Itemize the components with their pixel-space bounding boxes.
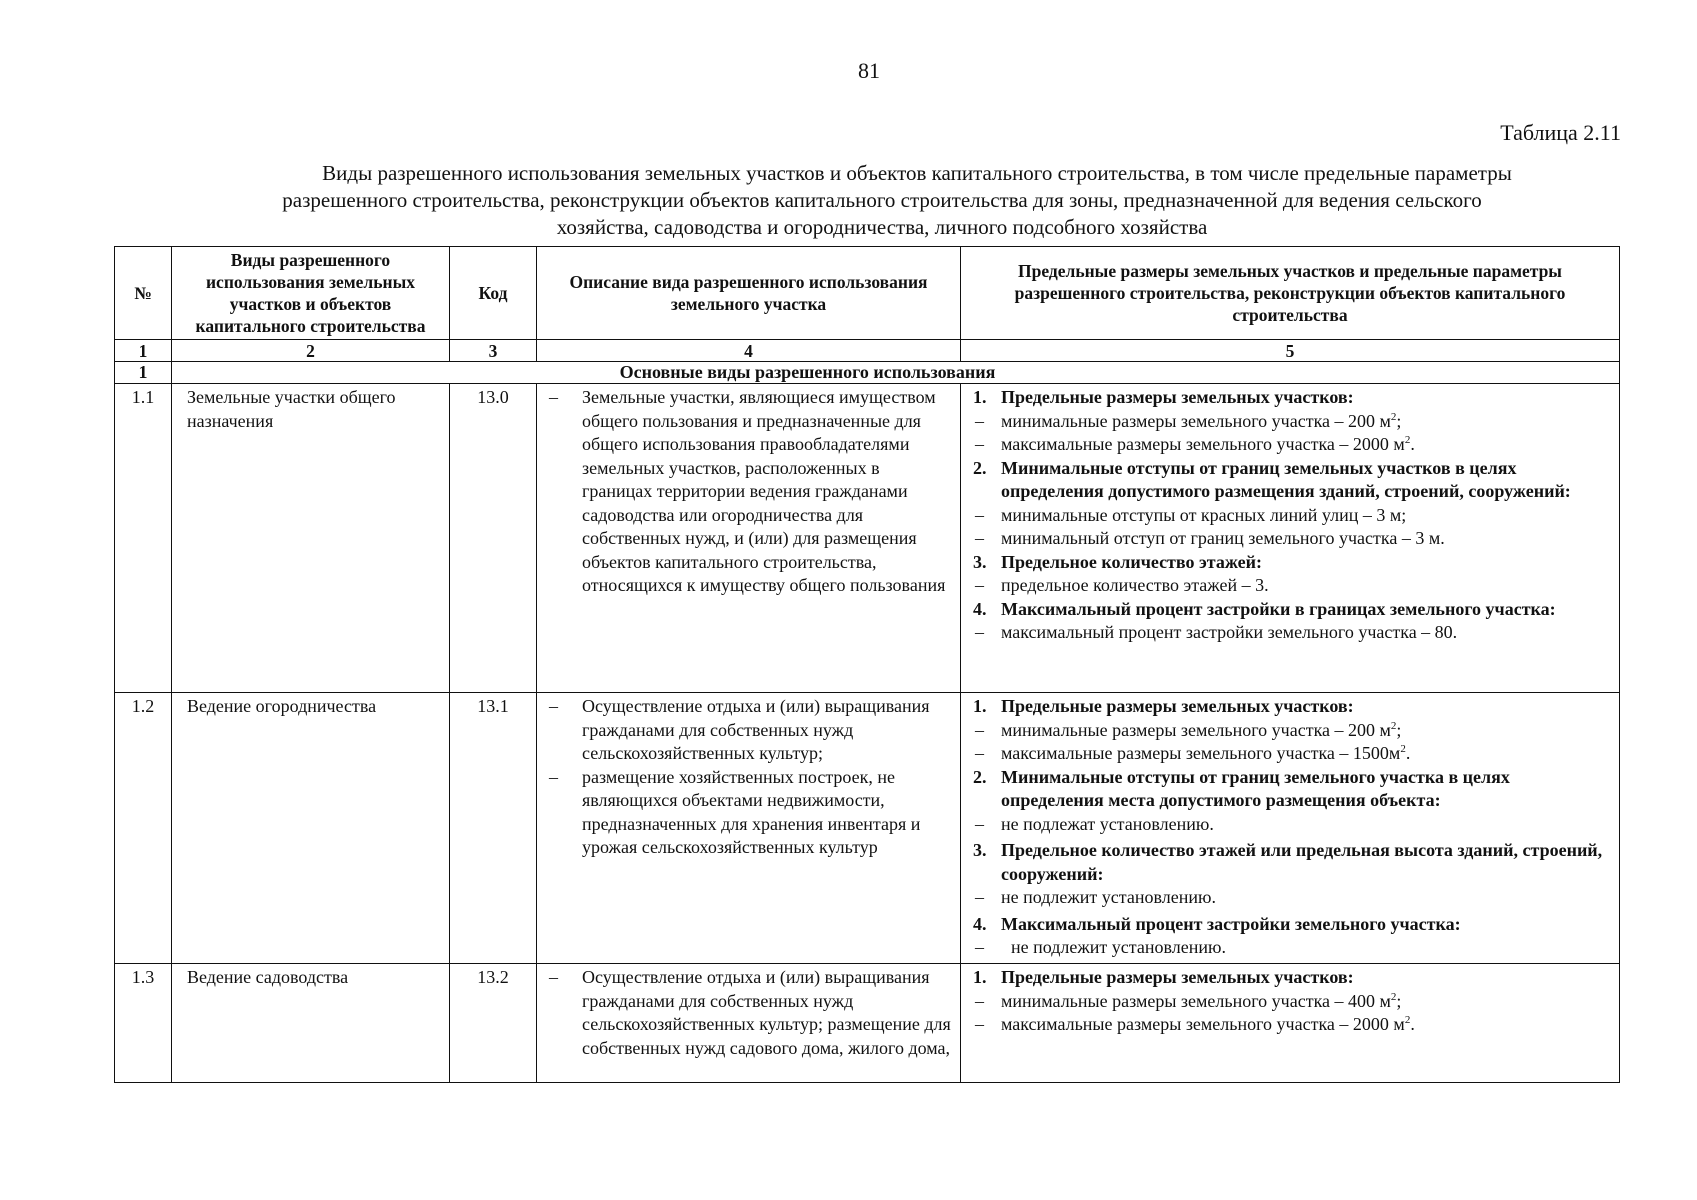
param-heading: 4. Максимальный процент застройки в границах земельного участка: bbox=[973, 598, 1556, 619]
row-use-type: Земельные участки общего назначения bbox=[172, 384, 450, 693]
row-code: 13.2 bbox=[450, 964, 537, 1083]
row-number: 1.2 bbox=[115, 693, 172, 964]
column-index: 4 bbox=[537, 340, 961, 362]
column-index: 5 bbox=[961, 340, 1620, 362]
land-use-table bbox=[114, 246, 1620, 1083]
description-item: – Земельные участки, являющиеся имуществом общего пользования и предназначенные для общего использования правообладателями земельных участков, расположенных в границах территории ведения гражданами садоводства или огородничества для собственных нужд, и (или) для размещения объектов капитального строительства, относящихся к имуществу общего пользования bbox=[549, 386, 952, 598]
param-item: – минимальные размеры земельного участка – 400 $м^2$; bbox=[973, 990, 1615, 1014]
section-number: 1 bbox=[115, 362, 172, 384]
row-use-type: Ведение садоводства bbox=[172, 964, 450, 1083]
param-item: – максимальные размеры земельного участка – $1500м^2$. bbox=[973, 742, 1615, 766]
header-parameters: Предельные размеры земельных участков и предельные параметры разрешенного строительства, реконструкции объектов капитального строительства bbox=[961, 247, 1620, 340]
table-header-row bbox=[115, 247, 1620, 340]
column-index: 2 bbox=[172, 340, 450, 362]
title-line: хозяйства, садоводства и огородничества, личного подсобного хозяйства bbox=[556, 215, 1208, 239]
param-item: – максимальные размеры земельного участка – 2000 $м^2$. bbox=[973, 1013, 1615, 1037]
row-description bbox=[537, 384, 961, 693]
row-parameters bbox=[961, 964, 1620, 1083]
column-index: 1 bbox=[115, 340, 172, 362]
description-item: – размещение хозяйственных построек, не являющихся объектами недвижимости, предназначенных для хранения инвентаря и урожая сельскохозяйственных культур bbox=[549, 766, 952, 860]
row-description bbox=[537, 693, 961, 964]
document-title bbox=[152, 160, 1612, 241]
table-row bbox=[115, 964, 1620, 1083]
param-item: – не подлежат установлению. bbox=[973, 813, 1615, 837]
header-code: Код bbox=[450, 247, 537, 340]
title-line: разрешенного строительства, реконструкции объектов капитального строительства для зоны, предназначенной для ведения сельского bbox=[282, 188, 1482, 212]
row-code: 13.0 bbox=[450, 384, 537, 693]
row-number: 1.1 bbox=[115, 384, 172, 693]
row-parameters bbox=[961, 384, 1620, 693]
table-label: Таблица 2.11 bbox=[1500, 120, 1621, 145]
param-heading: 1. Предельные размеры земельных участков: bbox=[973, 967, 1354, 987]
header-number: № bbox=[115, 247, 172, 340]
table-row bbox=[115, 693, 1620, 964]
row-parameters bbox=[961, 693, 1620, 964]
param-heading: 1. Предельные размеры земельных участков: bbox=[973, 387, 1354, 407]
param-heading: 3. Предельное количество этажей или предельная высота зданий, строений, сооружений: bbox=[973, 840, 1603, 884]
param-item: – максимальный процент застройки земельного участка – 80. bbox=[973, 621, 1615, 645]
param-item: – предельное количество этажей – 3. bbox=[973, 574, 1615, 598]
page-number: 81 bbox=[858, 58, 880, 83]
column-index-row bbox=[115, 340, 1620, 362]
table-row bbox=[115, 384, 1620, 693]
param-heading: 1. Предельные размеры земельных участков: bbox=[973, 696, 1354, 716]
row-use-type: Ведение огородничества bbox=[172, 693, 450, 964]
row-number: 1.3 bbox=[115, 964, 172, 1083]
param-item: – минимальный отступ от границ земельного участка – 3 м. bbox=[973, 527, 1615, 551]
param-item: – максимальные размеры земельного участка – 2000 $м^2$. bbox=[973, 433, 1615, 457]
row-code: 13.1 bbox=[450, 693, 537, 964]
param-item: – минимальные размеры земельного участка – 200 $м^2$; bbox=[973, 719, 1615, 743]
param-heading: 2. Минимальные отступы от границ земельных участков в целях определения допустимого размещения зданий, строений, сооружений: bbox=[973, 457, 1571, 501]
section-row bbox=[115, 362, 1620, 384]
param-heading: 2. Минимальные отступы от границ земельного участка в целях определения места допустимого размещения объекта: bbox=[973, 766, 1510, 810]
param-item: – минимальные отступы от красных линий улиц – 3 м; bbox=[973, 504, 1615, 528]
header-description: Описание вида разрешенного использования земельного участка bbox=[537, 247, 961, 340]
description-item: – Осуществление отдыха и (или) выращивания гражданами для собственных нужд сельскохозяйственных культур; размещение для собственных нужд садового дома, жилого дома, bbox=[549, 966, 952, 1060]
param-item: – минимальные размеры земельного участка – 200 $м^2$; bbox=[973, 410, 1615, 434]
header-use-type: Виды разрешенного использования земельных участков и объектов капитального строительства bbox=[172, 247, 450, 340]
title-line: Виды разрешенного использования земельных участков и объектов капитального строительства, в том числе предельные параметры bbox=[322, 161, 1512, 185]
section-title: Основные виды разрешенного использования bbox=[172, 362, 1620, 384]
description-item: – Осуществление отдыха и (или) выращивания гражданами для собственных нужд сельскохозяйственных культур; bbox=[549, 695, 952, 766]
param-heading: 3. Предельное количество этажей: bbox=[973, 551, 1262, 572]
row-description bbox=[537, 964, 961, 1083]
param-item: – не подлежит установлению. bbox=[973, 886, 1615, 910]
param-item: – не подлежит установлению. bbox=[973, 936, 1615, 960]
column-index: 3 bbox=[450, 340, 537, 362]
param-heading: 4. Максимальный процент застройки земельного участка: bbox=[973, 913, 1461, 934]
